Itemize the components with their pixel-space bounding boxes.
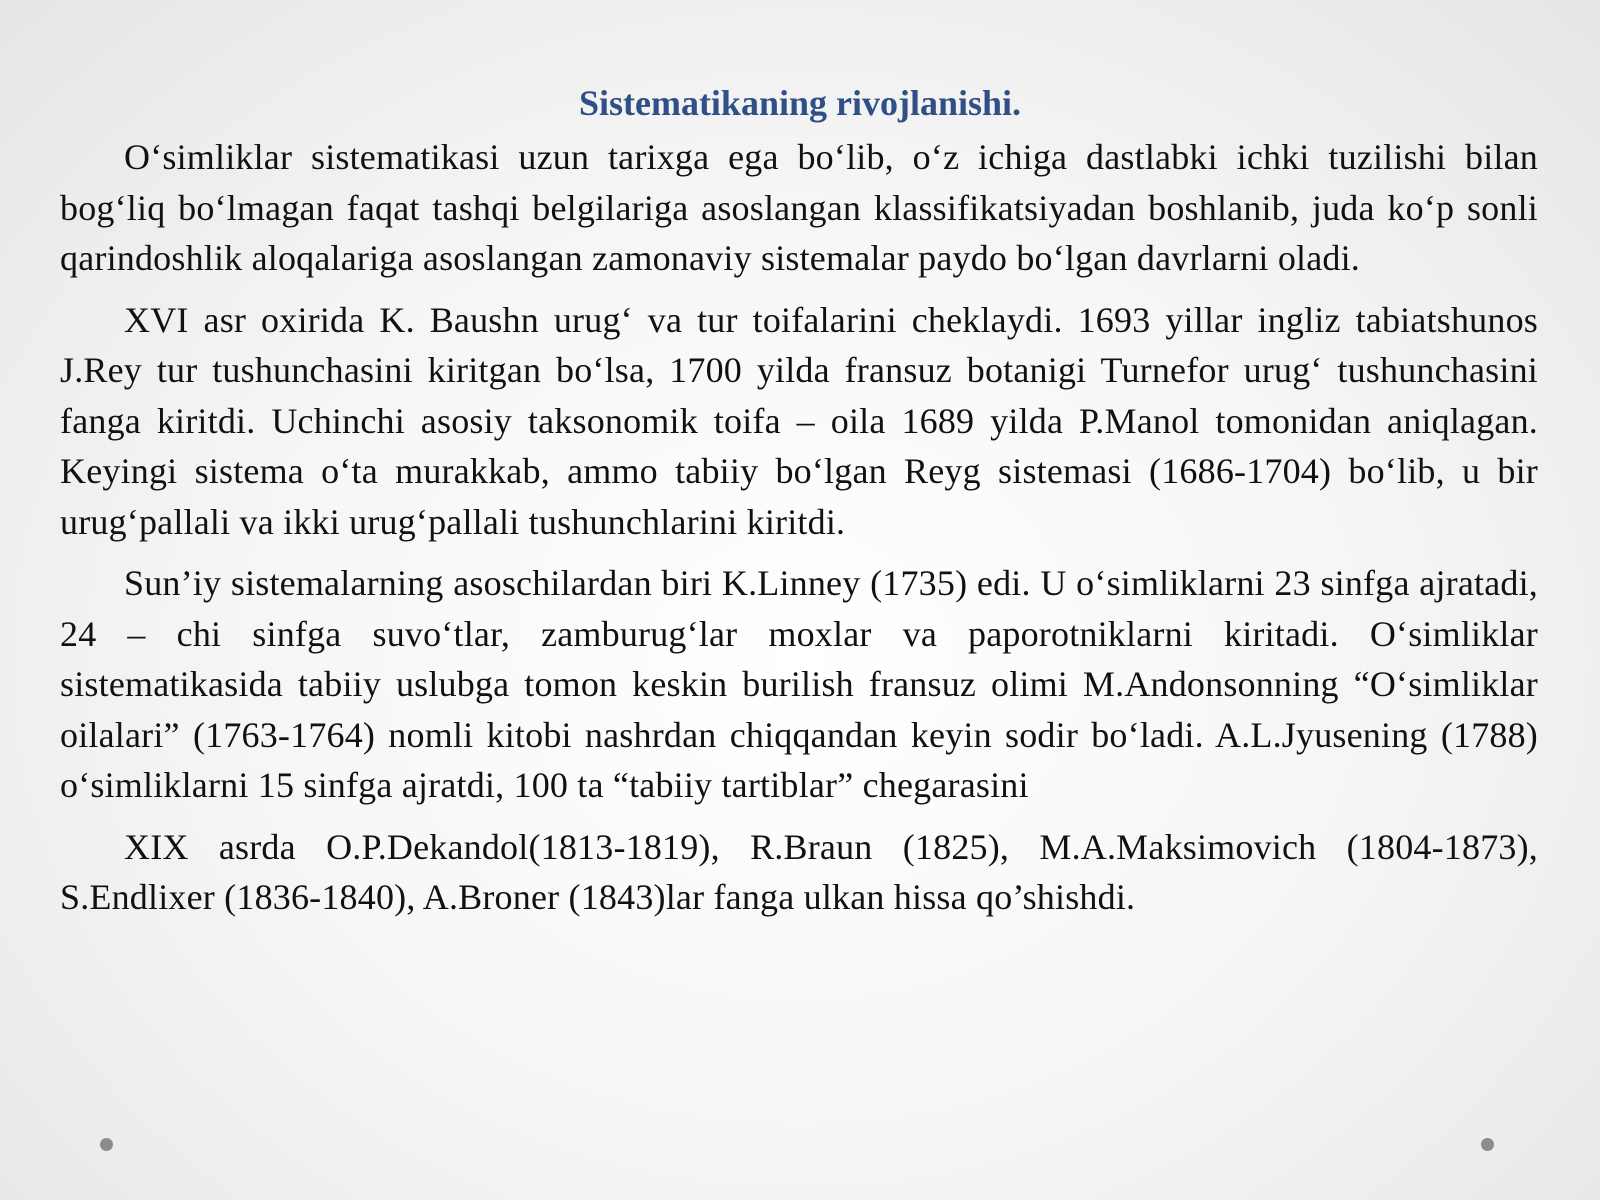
paragraph-1: O‘simliklar sistematikasi uzun tarixga ega bo‘lib, o‘z ichiga dastlabki ichki tuzilishi bilan bog‘liq bo‘lmagan faqat tashqi belgilariga asoslangan klassifikatsiyadan boshlanib, juda ko‘p sonli qarindoshlik aloqalariga asoslangan zamonaviy sistemalar paydo bo‘lgan davrlarni oladi. <box>60 137 1538 278</box>
paragraph-4: XIX asrda O.P.Dekandol(1813-1819), R.Braun (1825), M.A.Maksimovich (1804-1873), S.Endlixer (1836-1840), A.Broner (1843)lar fanga ulkan hissa qo’shishdi. <box>60 826 1538 917</box>
paragraph-3: Sun’iy sistemalarning asoschilardan biri K.Linney (1735) edi. U o‘simliklarni 23 sinfga ajratadi, 24 – chi sinfga suvo‘tlar, zamburug‘lar moxlar va paporotniklarni kiritadi. O‘simliklar sistematikasida tabiiy uslubga tomon keskin burilish fransuz olimi M.Andonsonning “O‘simliklar oilalari” (1763-1764) nomli kitobi nashrdan chiqqandan keyin sodir bo‘ladi. A.L.Jyusening (1788) o‘simliklarni 15 sinfga ajratdi, 100 ta “tabiiy tartiblar” chegarasini <box>60 563 1538 805</box>
slide-body <box>60 132 1538 934</box>
paragraph-2: XVI asr oxirida K. Baushn urug‘ va tur toifalarini cheklaydi. 1693 yillar ingliz tabiatshunos J.Rey tur tushunchasini kiritgan bo‘lsa, 1700 yilda fransuz botanigi Turnefor urug‘ tushunchasini fanga kiritdi. Uchinchi asosiy taksonomik toifa – oila 1689 yilda P.Manol tomonidan aniqlagan. Keyingi sistema o‘ta murakkab, ammo tabiiy bo‘lgan Reyg sistemasi (1686-1704) bo‘lib, u bir urug‘pallali va ikki urug‘pallali tushunchlarini kiritdi. <box>60 299 1538 542</box>
decorative-dot-left <box>100 1138 113 1151</box>
slide-title: Sistematikaning rivojlanishi. <box>578 83 1022 123</box>
decorative-dot-right <box>1481 1138 1494 1151</box>
